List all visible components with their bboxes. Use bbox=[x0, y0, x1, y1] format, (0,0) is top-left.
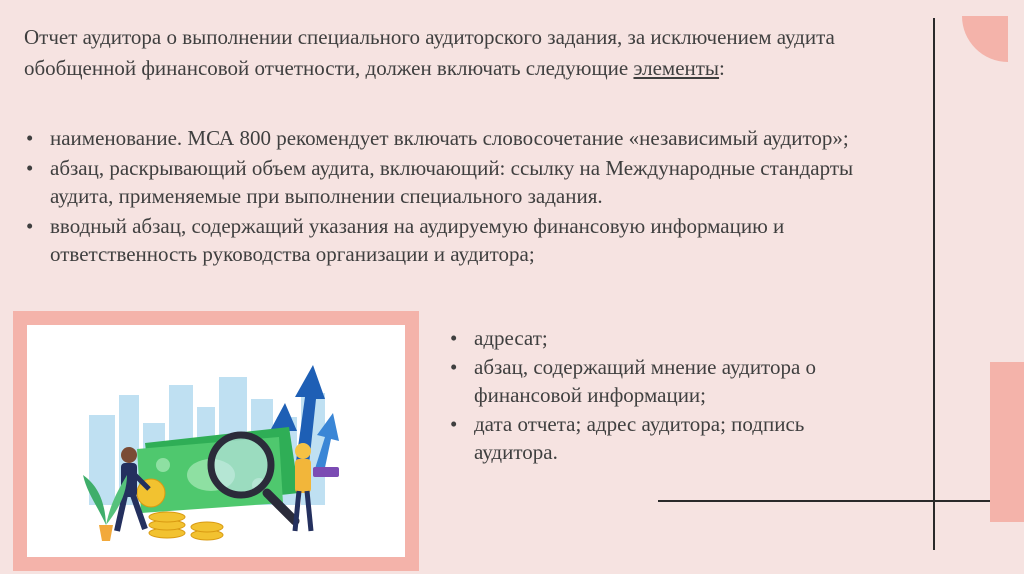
list-item: • адресат; bbox=[450, 324, 880, 352]
list-item: • вводный абзац, содержащий указания на аудируемую финансовую информацию и ответственность руководства организации и аудитора; bbox=[24, 212, 904, 268]
corner-quarter-circle bbox=[962, 16, 1008, 62]
intro-underlined-word: элементы bbox=[633, 56, 720, 80]
right-accent-bar bbox=[990, 362, 1024, 522]
intro-colon: : bbox=[719, 56, 725, 80]
vertical-divider bbox=[933, 18, 935, 550]
list-item: • абзац, содержащий мнение аудитора о финансовой информации; bbox=[450, 353, 880, 409]
illustration bbox=[27, 325, 405, 557]
list-item: • наименование. МСА 800 рекомендует включать словосочетание «независимый аудитор»; bbox=[24, 124, 904, 152]
list-item: • абзац, раскрывающий объем аудита, включающий: ссылку на Международные стандарты аудита, применяемые при выполнении специального задания. bbox=[24, 154, 904, 210]
horizontal-divider bbox=[658, 500, 1024, 502]
list-item: • дата отчета; адрес аудитора; подпись аудитора. bbox=[450, 410, 880, 466]
intro-text: Отчет аудитора о выполнении специального аудиторского задания, за исключением аудита обобщенной финансовой отчетности, должен включать следующие bbox=[24, 25, 835, 80]
intro-paragraph bbox=[24, 22, 904, 84]
bullet-list-top bbox=[24, 124, 904, 270]
audit-illustration bbox=[27, 325, 405, 557]
bullet-list-right bbox=[450, 324, 880, 467]
illustration-frame bbox=[13, 311, 419, 571]
